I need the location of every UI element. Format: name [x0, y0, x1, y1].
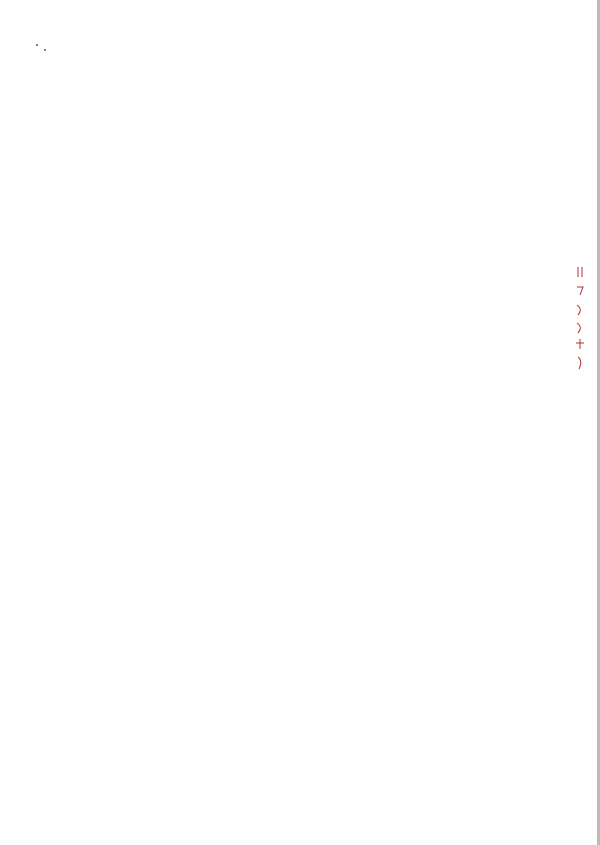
handwritten-margin-note [574, 265, 586, 375]
scan-speck [44, 49, 46, 51]
scan-speck [36, 44, 38, 46]
document-body [104, 44, 524, 50]
